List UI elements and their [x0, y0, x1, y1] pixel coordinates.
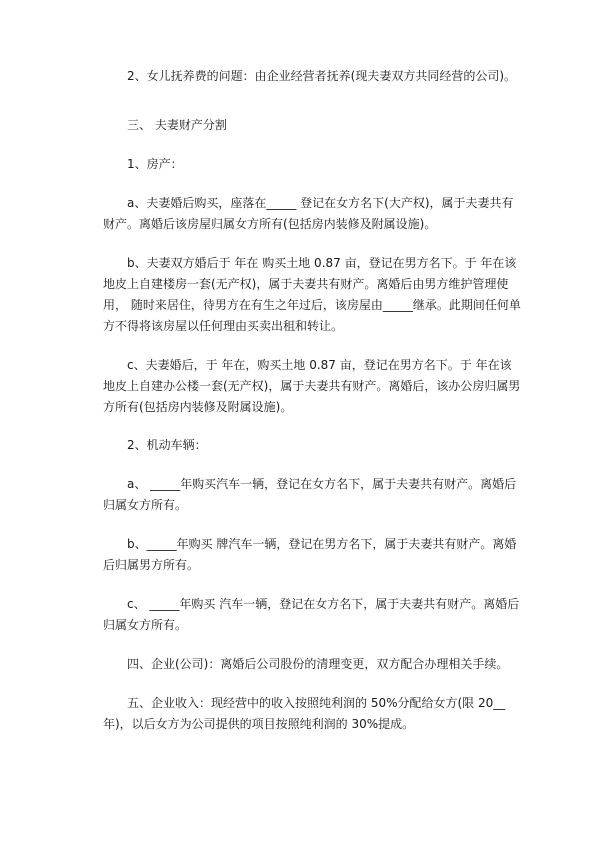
paragraph-vehicle-a: a、 _____年购买汽车一辆，登记在女方名下，属于夫妻共有财产。离婚后归属女方所有。 [103, 477, 517, 512]
paragraph-company: 四、企业(公司)：离婚后公司股份的清理变更，双方配合办理相关手续。 [127, 657, 509, 671]
paragraph-real-estate-c: c、夫妻婚后，于 年在，购买土地 0.87 亩，登记在男方名下。于 年在该地皮上自建办公楼一套(无产权)，属于夫妻共有财产。离婚后，该办公房归属男方所有(包括房内装修及附属设施)。 [103, 358, 521, 414]
paragraph-real-estate-a: a、夫妻婚后购买，座落在_____ 登记在女方名下(大产权)，属于夫妻共有财产。离婚后该房屋归属女方所有(包括房内装修及附属设施)。 [103, 196, 514, 231]
subheading-real-estate: 1、房产： [127, 157, 183, 171]
paragraph-vehicle-b: b、_____年购买 牌汽车一辆，登记在男方名下，属于夫妻共有财产。离婚后归属男方所有。 [103, 537, 517, 572]
paragraph-vehicle-c: c、 _____年购买 汽车一辆，登记在女方名下，属于夫妻共有财产。离婚后归属女方所有。 [103, 597, 520, 632]
subheading-vehicles: 2、机动车辆： [127, 438, 207, 452]
paragraph-child-support: 2、女儿抚养费的问题：由企业经营者抚养(现夫妻双方共同经营的公司)。 [127, 69, 517, 83]
paragraph-real-estate-b: b、夫妻双方婚后于 年在 购买土地 0.87 亩，登记在男方名下。于 年在该地皮上自建楼房一套(无产权)，属于夫妻共有财产。离婚后由男方维护管理使用， 随时来居住，待男方在有生之年过后，该房屋由_____继承。此期间任何单方不得将该房屋以任何理由买卖出租和转让。 [103, 256, 521, 333]
paragraph-company-income: 五、企业收入：现经营中的收入按照纯利润的 50%分配给女方(限 20__年)，以后女方为公司提供的项目按照纯利润的 30%提成。 [103, 696, 506, 731]
heading-property-division: 三、 夫妻财产分割 [127, 118, 227, 132]
